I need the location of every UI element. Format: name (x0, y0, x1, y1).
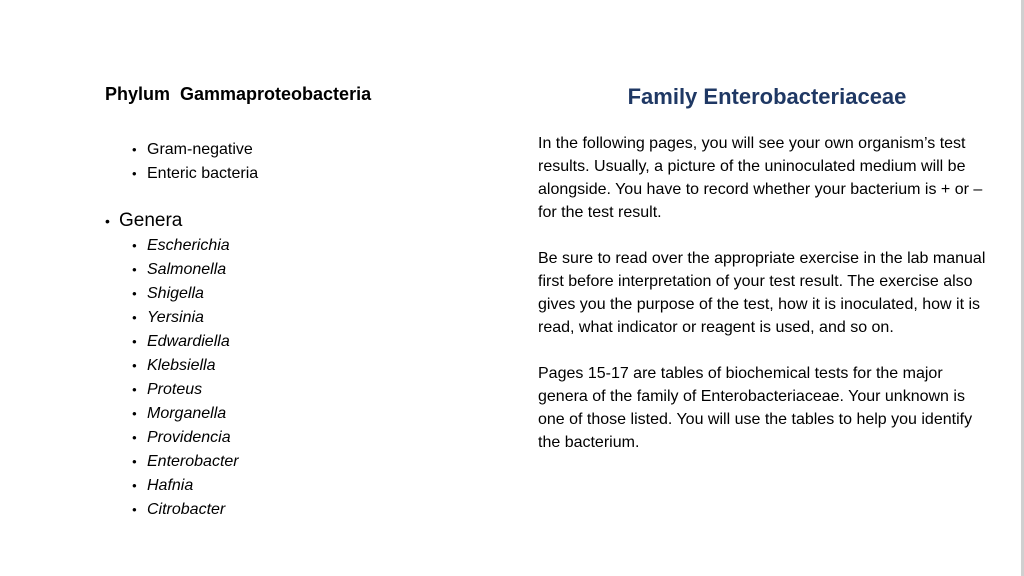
genus-item: • Hafnia (132, 474, 505, 498)
paragraph-tables: Pages 15-17 are tables of biochemical tests for the major genera of the family of Enterobacteriaceae. Your unknown is one of those listed. You will use the tables to help you identify the bacterium. (538, 365, 973, 451)
genus-item: • Citrobacter (132, 498, 505, 522)
genus-item: • Providencia (132, 426, 505, 450)
paragraph-test-results: In the following pages, you will see your own organism’s test results. Usually, a picture of the uninoculated medium will be alongside. You have to record whether your bacterium is + or – for the test result. (538, 135, 983, 221)
trait-item: • Enteric bacteria (132, 162, 505, 186)
genus-item: • Escherichia (132, 234, 505, 258)
trait-item: • Gram-negative (132, 138, 505, 162)
genus-item: • Shigella (132, 282, 505, 306)
genus-item: • Morganella (132, 402, 505, 426)
genus-item: • Enterobacter (132, 450, 505, 474)
genus-item: • Yersinia (132, 306, 505, 330)
family-title: Family Enterobacteriaceae (627, 84, 907, 109)
paragraph-lab-manual: Be sure to read over the appropriate exercise in the lab manual first before interpretation of your test result. The exercise also gives you the purpose of the test, how it is inoculated, how it is read, what indicator or reagent is used, and so on. (538, 250, 986, 336)
genus-item: • Klebsiella (132, 354, 505, 378)
genus-item: • Proteus (132, 378, 505, 402)
left-column (105, 82, 505, 522)
genera-heading: • Genera (105, 208, 505, 234)
genus-item: • Edwardiella (132, 330, 505, 354)
traits-list (105, 138, 505, 186)
genera-list (105, 234, 505, 522)
right-column (538, 82, 993, 454)
phylum-title: Phylum Gammaproteobacteria (105, 84, 372, 104)
genus-item: • Salmonella (132, 258, 505, 282)
